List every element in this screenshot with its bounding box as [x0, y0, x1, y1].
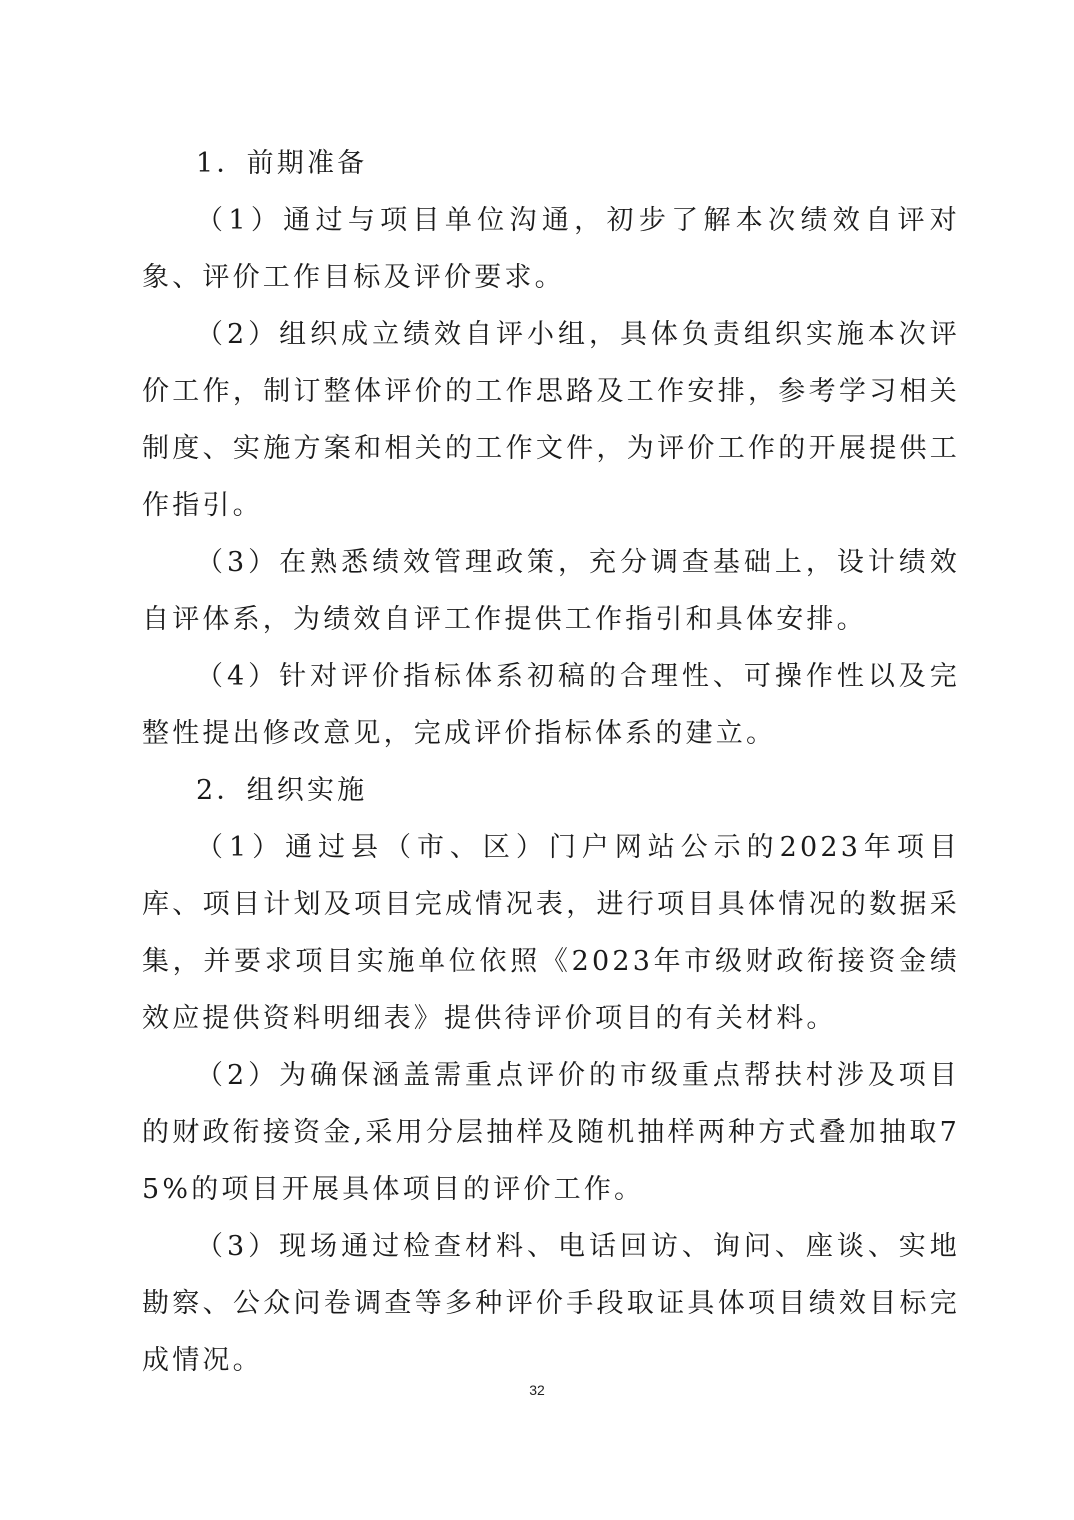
paragraph: （2）组织成立绩效自评小组，具体负责组织实施本次评价工作，制订整体评价的工作思路及工作安排，参考学习相关制度、实施方案和相关的工作文件，为评价工作的开展提供工作指引。 [142, 319, 960, 521]
section-heading-preparation: 1．前期准备 [196, 148, 368, 179]
paragraph: （3）在熟悉绩效管理政策，充分调查基础上，设计绩效自评体系，为绩效自评工作提供工作指引和具体安排。 [142, 547, 960, 635]
page-number: 32 [529, 1382, 545, 1398]
document-body [142, 135, 960, 1389]
paragraph: （4）针对评价指标体系初稿的合理性、可操作性以及完整性提出修改意见，完成评价指标体系的建立。 [142, 661, 960, 749]
paragraph: （2）为确保涵盖需重点评价的市级重点帮扶村涉及项目的财政衔接资金,采用分层抽样及随机抽样两种方式叠加抽取75%的项目开展具体项目的评价工作。 [142, 1060, 960, 1205]
paragraph: （3）现场通过检查材料、电话回访、询问、座谈、实地勘察、公众问卷调查等多种评价手段取证具体项目绩效目标完成情况。 [142, 1231, 960, 1376]
paragraph: （1）通过县（市、区）门户网站公示的2023年项目库、项目计划及项目完成情况表，进行项目具体情况的数据采集，并要求项目实施单位依照《2023年市级财政衔接资金绩效应提供资料明细表》提供待评价项目的有关材料。 [142, 832, 960, 1034]
section-heading-implementation: 2．组织实施 [196, 775, 368, 806]
paragraph: （1）通过与项目单位沟通，初步了解本次绩效自评对象、评价工作目标及评价要求。 [142, 205, 960, 293]
